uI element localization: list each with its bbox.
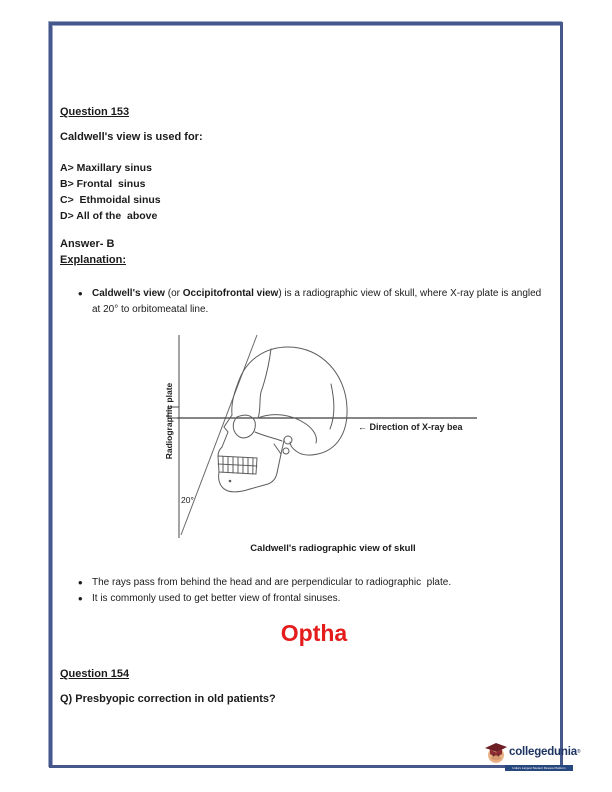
skull-outline <box>218 347 347 492</box>
explanation-heading: Explanation: <box>60 254 127 266</box>
skull-diagram <box>160 326 480 540</box>
plate-label: Radiographic plate <box>164 382 174 460</box>
collegedunia-mascot-icon <box>483 739 509 765</box>
bullet1-bold-1: Caldwell's view <box>92 288 165 299</box>
section-heading-optha: Optha <box>280 620 348 646</box>
bullet-icon <box>78 591 92 609</box>
collegedunia-tagline: India's Largest Student Review Platform <box>505 765 573 771</box>
option-a: A> Maxillary sinus <box>60 162 152 174</box>
explanation-bullet-1-text <box>92 286 550 318</box>
collegedunia-wordmark: collegedunia <box>509 746 577 758</box>
usage-bullet-text: It is commonly used to get better view of frontal sinuses. <box>92 593 341 604</box>
bullet1-bold-2: Occipitofrontal view <box>182 288 279 299</box>
usage-bullet <box>78 591 550 609</box>
bullet-icon <box>78 286 92 304</box>
option-c: C> Ethmoidal sinus <box>60 194 161 206</box>
angle-label: 20° <box>181 495 194 505</box>
angled-line <box>181 335 257 535</box>
option-b: B> Frontal sinus <box>60 178 146 190</box>
question-153-text: Caldwell's view is used for: <box>60 131 203 143</box>
bullet1-plain-2: ) is a radiographic view of skull, where X-ray plate is angled at 20° to orbitomeatal line. <box>92 288 545 315</box>
question-153-title: Question 153 <box>60 106 130 118</box>
beam-direction-label: ← Direction of X-ray bea <box>358 422 463 432</box>
registered-mark: ® <box>576 749 581 755</box>
rays-bullet-text: The rays pass from behind the head and are perpendicular to radiographic plate. <box>92 577 452 588</box>
collegedunia-logo <box>483 739 581 771</box>
answer-line: Answer- B <box>60 238 115 250</box>
bullet1-plain-1: (or <box>164 288 183 299</box>
explanation-bullet-1 <box>78 286 550 318</box>
option-d: D> All of the above <box>60 210 158 222</box>
question-154-title: Question 154 <box>60 668 130 680</box>
diagram-caption: Caldwell's radiographic view of skull <box>250 543 416 554</box>
question-154-text: Q) Presbyopic correction in old patients? <box>60 693 276 705</box>
